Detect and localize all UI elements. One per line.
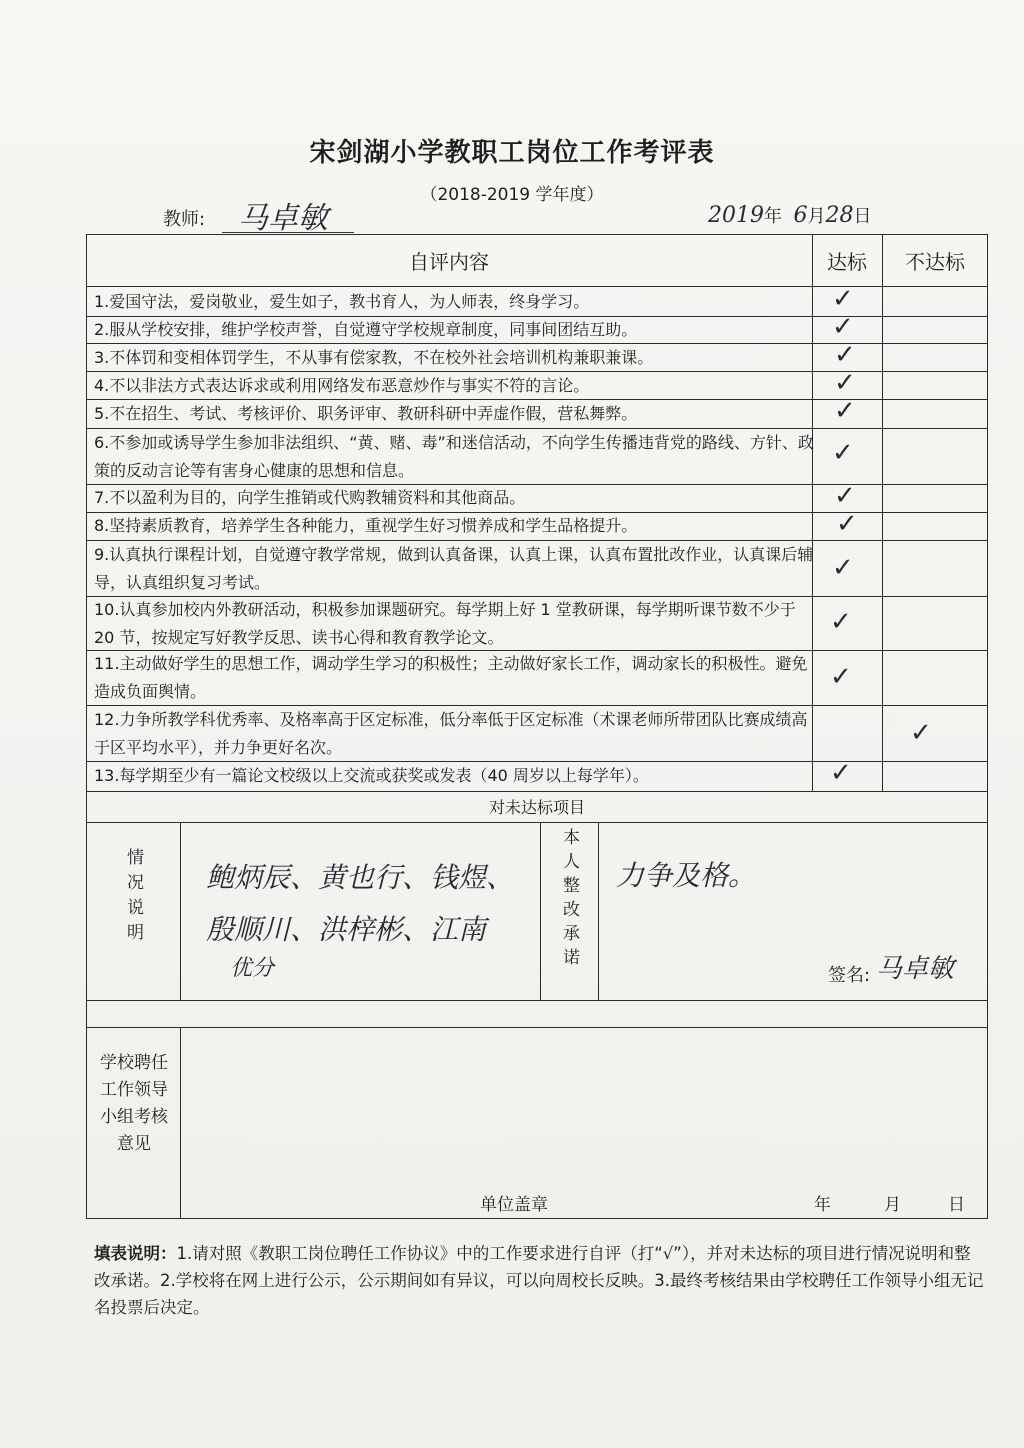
review-year-label: 年 [814,1195,831,1215]
check-mark-pass-11[interactable]: ✓ [830,662,852,692]
header-pass: 达标 [827,250,867,274]
check-mark-pass-2[interactable]: ✓ [832,312,854,342]
row-line [86,1000,988,1001]
teacher-name: 马卓敏 [238,201,328,236]
check-mark-pass-13[interactable]: ✓ [830,758,852,788]
page-title: 宋剑湖小学教职工岗位工作考评表 [309,138,715,168]
criterion-5: 5.不在招生、考试、考核评价、职务评审、教研科研中弄虚作假，营私舞弊。 [94,404,638,423]
row-line [86,791,988,792]
row-line [86,822,988,823]
situation-line-3: 优分 [230,956,275,981]
date-day: 28 [825,203,854,228]
criterion-11: 11.主动做好学生的思想工作，调动学生学习的积极性；主动做好家长工作，调动家长的积极性。避免造成负面舆情。 [94,654,808,701]
criterion-13: 13.每学期至少有一篇论文校级以上交流或获奖或发表（40 周岁以上每学年）。 [94,766,649,785]
teacher-label: 教师: [163,209,206,230]
col-divider [540,822,541,1000]
row-line [86,1027,988,1028]
check-mark-pass-9[interactable]: ✓ [832,553,854,583]
review-day-label: 日 [948,1195,965,1215]
commitment-label [548,828,590,981]
criterion-12: 12.力争所教学科优秀率、及格率高于区定标准，低分率低于区定标准（术课老师所带团队比赛成绩高于区平均水平），并力争更好名次。 [94,710,808,757]
criterion-10: 10.认真参加校内外教研活动，积极参加课题研究。每学期上好 1 堂教研课，每学期听课节数不少于 20 节，按规定写好教学反思、读书心得和教育教学论文。 [94,600,796,647]
signature-name[interactable]: 马卓敏 [876,954,955,984]
unmet-items-header: 对未达标项目 [488,798,585,817]
col-divider [180,822,181,1000]
commitment-label-text: 本人整改承诺 [559,828,579,972]
date-month-label: 月 [807,206,826,227]
instructions-label: 填表说明： [94,1244,177,1263]
fill-date [708,202,871,228]
criterion-9: 9.认真执行课程计划，自觉遵守教学常规，做到认真备课，认真上课，认真布置批改作业，认真课后辅导，认真组织复习考试。 [94,545,814,592]
instructions [94,1240,984,1321]
date-year-label: 年 [764,206,782,227]
criterion-2: 2.服从学校安排，维护学校声誉，自觉遵守学校规章制度，同事间团结互助。 [94,320,638,339]
check-mark-pass-5[interactable]: ✓ [834,396,856,426]
check-mark-pass-4[interactable]: ✓ [834,368,856,398]
commitment-text[interactable]: 力争及格。 [616,859,757,892]
check-mark-fail-12[interactable]: ✓ [910,718,932,748]
check-mark-pass-6[interactable]: ✓ [832,438,854,468]
situation-line-1: 鲍炳辰、黄也行、钱煜、 [206,861,515,894]
col-divider [598,822,599,1000]
date-day-label: 日 [853,206,872,227]
situation-line-2: 殷顺川、洪梓彬、江南 [206,913,487,946]
instructions-text: 1.请对照《教职工岗位聘任工作协议》中的工作要求进行自评（打“√”），并对未达标的项目进行情况说明和整改承诺。2.学校将在网上进行公示，公示期间如有异议，可以向周校长反映。3.最终考核结果由学校聘任工作领导小组无记名投票后决定。 [94,1244,984,1317]
check-mark-pass-8[interactable]: ✓ [836,509,858,539]
situation-label [110,848,156,957]
col-divider [180,1027,181,1219]
review-month-label: 月 [884,1195,901,1215]
date-year: 2019 [708,203,764,228]
seal-label: 单位盖章 [480,1195,548,1215]
academic-year: （2018-2019 学年度） [420,185,604,205]
situation-text[interactable] [206,852,536,982]
header-fail: 不达标 [905,250,965,274]
criterion-3: 3.不体罚和变相体罚学生，不从事有偿家教，不在校外社会培训机构兼职兼课。 [94,348,654,367]
criterion-6: 6.不参加或诱导学生参加非法组织、“黄、赌、毒”和迷信活动，不向学生传播违背党的路线、方针、政策的反动言论等有害身心健康的思想和信息。 [94,433,814,480]
criterion-1: 1.爱国守法，爱岗敬业，爱生如子，教书育人，为人师表，终身学习。 [94,292,590,311]
criterion-7: 7.不以盈利为目的，向学生推销或代购教辅资料和其他商品。 [94,488,526,507]
date-month: 6 [793,203,808,228]
check-mark-pass-10[interactable]: ✓ [830,607,852,637]
review-label: 学校聘任工作领导小组考核意见 [100,1053,168,1154]
check-mark-pass-7[interactable]: ✓ [834,481,856,511]
criterion-4: 4.不以非法方式表达诉求或利用网络发布恶意炒作与事实不符的言论。 [94,376,590,395]
signature-label: 签名: [828,965,871,986]
situation-label-text: 情况说明 [123,848,143,948]
header-content: 自评内容 [409,250,489,274]
criterion-8: 8.坚持素质教育，培养学生各种能力，重视学生好习惯养成和学生品格提升。 [94,516,638,535]
check-mark-pass-1[interactable]: ✓ [832,284,854,314]
check-mark-pass-3[interactable]: ✓ [834,340,856,370]
